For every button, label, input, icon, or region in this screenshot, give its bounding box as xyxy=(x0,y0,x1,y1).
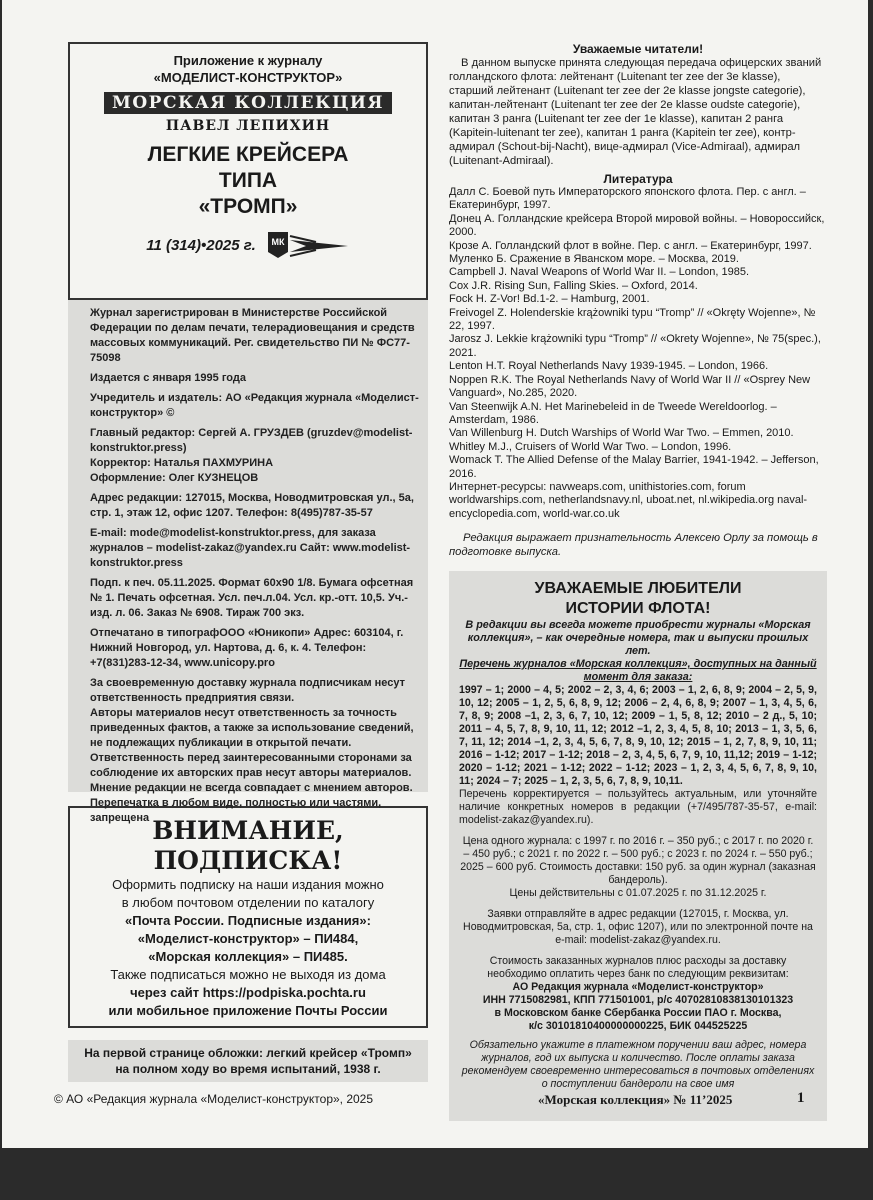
imprint-since: Издается с января 1995 года xyxy=(90,372,246,384)
order-issues-list: 1997 – 1; 2000 – 4, 5; 2002 – 2, 3, 4, 6; 2003 – 1, 2, 6, 8, 9; 2004 – 2, 5, 9, 10, 12; 2005 – 1, 2, 5, 6, 8, 9, 12; 2006 – 2, 4, 6, 8, 9; 2007 – 1, 3, 4, 5, 6, 7, 8, 9; 2008 –1, 2, 3, 6, 7, 10, 12; 2009 – 1, 5, 8, 12; 2010 – 2 д., 5, 10; 2011 – 4, 5, 7, 8, 9, 10, 11, 12; 2012 –1, 2, 3, 4, 5, 8, 10; 2013 – 1, 3, 5, 6, 7, 11, 12; 2014 –1, 2, 3, 4, 5, 6, 7, 8, 9, 10, 12; 2015 – 1, 2, 7, 8, 9, 10, 11; 2016 – 1-12; 2017 – 1-12; 2018 – 2, 3, 4, 5, 6, 7, 9, 10, 11,12; 2019 – 1-12; 2020 – 1-12; 2021 – 1-12; 2022 – 1-12; 2023 – 1, 2, 3, 4, 5, 6, 7, 8, 9, 10, 11; 2024 – 7; 2025 – 1, 2, 3, 5, 6, 7, 8, 9, 10,11. xyxy=(459,684,817,788)
literature-item: Fock H. Z-Vor! Bd.1-2. – Hamburg, 2001. xyxy=(449,293,650,306)
cover-box xyxy=(68,42,428,300)
issue-number: 11 (314)•2025 г. xyxy=(146,236,256,254)
order-correction: Перечень корректируется – пользуйтесь актуальным, или уточняйте наличие конкретных номеров в редакции (+7/495/787-35-57, e-mail: modelist-zakaz@yandex.ru). xyxy=(459,788,817,827)
imprint-contacts: E-mail: mode@modelist-konstruktor.press, для заказа журналов – modelist-zakaz@yandex.ru Сайт: www.modelist-konstruktor.press xyxy=(90,527,411,569)
title-line-1: ЛЕГКИЕ КРЕЙСЕРА xyxy=(147,143,349,166)
literature-list xyxy=(449,186,827,521)
literature-item: Lenton H.T. Royal Netherlands Navy 1939-1945. – London, 1966. xyxy=(449,360,769,373)
order-pay-intro: Стоимость заказанных журналов плюс расходы за доставку необходимо оплатить через банк по следующим реквизитам: xyxy=(487,955,789,981)
literature-item: Муленко Б. Сражение в Яванском море. – Москва, 2019. xyxy=(449,253,739,266)
imprint-delivery: За своевременную доставку журнала подписчикам несут ответственность предприятия связи. xyxy=(90,677,406,704)
imprint-registration: Журнал зарегистрирован в Министерстве Российской Федерации по делам печати, телерадиовещания и средств массовых коммуникаций. Рег. свидетельство ПИ № ФС77-75098 xyxy=(90,307,415,364)
literature-item: Интернет-ресурсы: navweaps.com, unithistories.com, forum worldwarships.com, netherlandsnavy.nl, uboat.net, nl.wikipedia.org naval-encyclopedia.com, world-war.co.uk xyxy=(449,480,808,520)
subscription-index-mc: «Морская коллекция» – ПИ485. xyxy=(148,949,348,964)
cover-caption-line-1: На первой странице обложки: легкий крейсер «Тромп» xyxy=(84,1046,412,1060)
mk-logo-icon xyxy=(266,230,350,260)
subscription-title-2: ПОДПИСКА! xyxy=(153,846,343,875)
subscription-catalog: «Почта России. Подписные издания»: xyxy=(125,913,371,928)
subscription-line-6: Также подписаться можно не выходя из дома xyxy=(110,967,386,982)
literature-item: Noppen R.K. The Royal Netherlands Navy of World War II // «Osprey New Vanguard», No.285, 2020. xyxy=(449,373,811,400)
right-column xyxy=(449,42,827,1121)
order-title-2: ИСТОРИИ ФЛОТА! xyxy=(565,600,711,618)
footer-journal: «Морская коллекция» № 11’2025 xyxy=(538,1092,733,1107)
subscription-box xyxy=(68,806,428,1028)
literature-item: Van Willenburg H. Dutch Warships of World War Two. – Emmen, 2010. xyxy=(449,427,794,440)
page-number: 1 xyxy=(797,1090,805,1106)
order-note: Обязательно укажите в платежном поручении ваш адрес, номера журналов, год их выпуска и количество. После оплаты заказа рекомендуем своевременно интересоваться в почтовых отделениях о поступлении бандероли на свое имя xyxy=(461,1039,815,1091)
bank-line-4: к/с 30101810400000000225, БИК 044525225 xyxy=(528,1020,748,1033)
supplement-journal: «МОДЕЛИСТ-КОНСТРУКТОР» xyxy=(153,70,343,85)
cover-caption-line-2: на полном ходу во время испытаний, 1938 г. xyxy=(115,1062,381,1076)
cover-caption xyxy=(68,1040,428,1082)
literature-item: Womack T. The Allied Defense of the Malay Barrier, 1941-1942. – Jefferson, 2016. xyxy=(449,454,819,480)
literature-item: Jarosz J. Lekkie krążowniki typu “Tromp” // «Okrety Wojenne», № 75(spec.), 2021. xyxy=(449,333,821,359)
subscription-index-mk: «Моделист-конструктор» – ПИ484, xyxy=(137,931,359,946)
subscription-site: через сайт https://podpiska.pochta.ru xyxy=(130,985,366,1000)
bank-line-3: в Московском банке Сбербанка России ПАО г. Москва, xyxy=(494,1007,782,1020)
imprint-block xyxy=(68,300,428,824)
order-intro: В редакции вы всегда можете приобрести журналы «Морская коллекция», – как очередные номера, так и выпуски прошлых лет. xyxy=(465,619,811,658)
literature-item: Van Steenwijk A.N. Het Marinebeleid in de Tweede Wereldoorlog. – Amsterdam, 1986. xyxy=(449,400,777,426)
literature-item: Campbell J. Naval Weapons of World War II. – London, 1985. xyxy=(449,266,750,279)
title-line-2: ТИПА xyxy=(218,169,278,192)
footer-copyright: © АО «Редакция журнала «Моделист-конструктор», 2025 xyxy=(54,1092,374,1106)
literature-item: Крозе А. Голландский флот в войне. Пер. с англ. – Екатеринбург, 1997. xyxy=(449,239,812,252)
order-send: Заявки отправляйте в адрес редакции (127015, г. Москва, ул. Новодмитровская, 5а, стр. 1, офис 1207), или по электронной почте на e-mail: modelist-zakaz@yandex.ru. xyxy=(463,908,813,947)
order-title-1: УВАЖАЕМЫЕ ЛЮБИТЕЛИ xyxy=(534,580,742,598)
bank-line-2: ИНН 7715082981, КПП 771501001, р/с 40702810838130101323 xyxy=(482,994,794,1007)
readers-title: Уважаемые читатели! xyxy=(572,42,704,56)
logo-text: МК xyxy=(271,237,285,247)
subscription-line-2: в любом почтовом отделении по каталогу xyxy=(121,895,375,910)
supplement-line: Приложение к журналу xyxy=(173,53,323,68)
literature-item: Cox J.R. Rising Sun, Falling Skies. – Oxford, 2014. xyxy=(449,279,698,292)
imprint-disclaimer: Авторы материалов несут ответственность за точность приведенных фактов, а также за использование сведений, не подлежащих публикации в открытой печати. Ответственность перед заинтересованными сторонами за соблюдение их авторских прав несут авторы материалов. Мнение редакции не всегда совпадает с мнением авторов. Перепечатка в любом виде, полностью или частями, запрещена xyxy=(90,707,414,824)
subscription-title-1: ВНИМАНИЕ, xyxy=(152,816,344,845)
subscription-line-1: Оформить подписку на наши издания можно xyxy=(112,877,384,892)
author-name: ПАВЕЛ ЛЕПИХИН xyxy=(165,118,331,134)
order-prices: Цена одного журнала: с 1997 г. по 2016 г. – 350 руб.; с 2017 г. по 2020 г. – 450 руб.; с 2021 г. по 2022 г. – 500 руб.; с 2023 г. по 2024 г. – 550 руб.; 2025 – 600 руб. Стоимость доставки: 150 руб. за один журнал (заказная бандероль). xyxy=(460,835,816,887)
imprint-design: Оформление: Олег КУЗНЕЦОВ xyxy=(90,472,259,484)
order-valid: Цены действительны с 01.07.2025 г. по 31.12.2025 г. xyxy=(509,887,767,900)
readers-text: В данном выпуске принята следующая передача офицерских званий голландского флота: лейтенант (Luitenant ter zee der 3e klasse), старший лейтенант (Luitenant ter zee der 2e klasse jongste categorie), капитан-лейтенант (Luitenant ter zee der 2e klasse oudste categorie), капитан 3 ранга (Luitenant ter zee der 1e klasse), капитан 2 ранга (Kapitein-luitenant ter zee), капитан 1 ранга (Kapitein ter zee), контр-адмирал (Schout-bij-Nacht), вице-адмирал (Vice-Admiraal), адмирал (Luitenant-Admiraal). xyxy=(449,57,822,167)
order-list-title: Перечень журналов «Морская коллекция», доступных на данный момент для заказа: xyxy=(459,658,817,684)
order-box xyxy=(449,571,827,1121)
imprint-publisher: Учредитель и издатель: АО «Редакция журнала «Моделист-конструктор» © xyxy=(90,392,419,419)
literature-item: Freivogel Z. Holenderskie krążowniki typu “Tromp” // «Okręty Wojenne», № 22, 1997. xyxy=(449,306,816,333)
series-banner: МОРСКАЯ КОЛЛЕКЦИЯ xyxy=(104,92,392,114)
literature-item: Далл С. Боевой путь Императорского японского флота. Пер. с англ. – Екатеринбург, 1997. xyxy=(449,186,806,212)
literature-item: Whitley M.J., Cruisers of World War Two. – London, 1996. xyxy=(449,440,732,453)
imprint-corrector: Корректор: Наталья ПАХМУРИНА xyxy=(90,457,274,469)
subscription-app: или мобильное приложение Почты России xyxy=(108,1003,388,1018)
title-line-3: «ТРОМП» xyxy=(198,195,298,218)
left-column xyxy=(68,42,428,1082)
literature-title: Литература xyxy=(603,172,673,186)
imprint-printer: Отпечатано в типографООО «Юникопи» Адрес: 603104, г. Нижний Новгород, ул. Нартова, д. 6, к. 4. Телефон: +7(831)283-12-34, www.unicopy.pro xyxy=(90,627,404,669)
magazine-page xyxy=(2,0,868,1148)
thanks-note: Редакция выражает признательность Алексею Орлу за помощь в подготовке выпуска. xyxy=(449,532,818,559)
imprint-editor: Главный редактор: Сергей А. ГРУЗДЕВ (gruzdev@modelist-konstruktor.press) xyxy=(90,427,413,454)
imprint-print-data: Подп. к печ. 05.11.2025. Формат 60х90 1/8. Бумага офсетная № 1. Печать офсетная. Усл. печ.л.04. Усл. кр.-отт. 10,5. Уч.-изд. л. 06. Заказ № 6908. Тираж 700 экз. xyxy=(90,577,414,619)
literature-item: Донец А. Голландские крейсера Второй мировой войны. – Новороссийск, 2000. xyxy=(449,212,825,239)
bank-line-1: АО Редакция журнала «Моделист-конструктор» xyxy=(512,981,764,994)
imprint-address: Адрес редакции: 127015, Москва, Новодмитровская ул., 5а, стр. 1, этаж 12, офис 1207. Телефон: 8(495)787-35-57 xyxy=(90,492,414,519)
issue-row xyxy=(76,230,420,260)
book-title xyxy=(76,142,420,220)
